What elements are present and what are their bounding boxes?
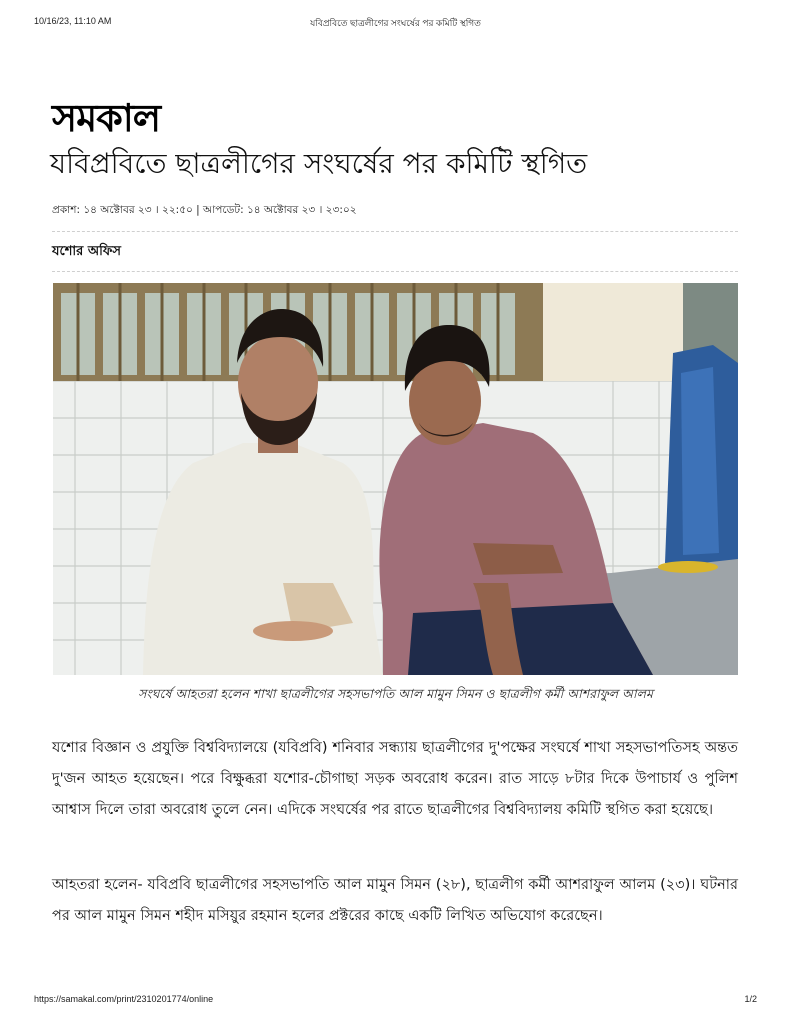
publish-dates: প্রকাশ: ১৪ অক্টোবর ২৩ । ২২:৫০ | আপডেট: ১৪ অক্টোবর ২৩ । ২৩:০২	[52, 204, 357, 216]
article-paragraph: যশোর বিজ্ঞান ও প্রযুক্তি বিশ্ববিদ্যালয়ে (যবিপ্রবি) শনিবার সন্ধ্যায় ছাত্রলীগের দু'পক্ষের সংঘর্ষে শাখা সহসভাপতিসহ অন্তত দু'জন আহত হয়েছেন। পরে বিক্ষুব্ধরা যশোর-চৌগাছা সড়ক অবরোধ করেন। রাত সাড়ে ৮টার দিকে উপাচার্য ও পুলিশ আশ্বাস দিলে তারা অবরোধ তুলে নেন। এদিকে সংঘর্ষের পর রাতে ছাত্রলীগের বিশ্ববিদ্যালয় কমিটি স্থগিত করা হয়েছে।	[52, 740, 738, 818]
divider	[52, 231, 738, 232]
print-footer	[34, 994, 757, 1006]
article-headline: যবিপ্রবিতে ছাত্রলীগের সংঘর্ষের পর কমিটি স্থগিত	[50, 147, 588, 180]
article-photo	[53, 283, 738, 675]
print-page-title: যবিপ্রবিতে ছাত্রলীগের সংঘর্ষের পর কমিটি স্থগিত	[310, 18, 481, 28]
byline: যশোর অফিস	[52, 244, 121, 259]
divider	[52, 271, 738, 272]
page-number: 1/2	[744, 994, 757, 1004]
print-datetime: 10/16/23, 11:10 AM	[34, 16, 112, 26]
photo-caption: সংঘর্ষে আহতরা হলেন শাখা ছাত্রলীগের সহসভাপতি আল মামুন সিমন ও ছাত্রলীগ কর্মী আশরাফুল আলম	[138, 686, 653, 701]
print-header	[34, 16, 757, 30]
samakal-logo[interactable]: সমকাল	[52, 95, 161, 140]
article-paragraph: আহতরা হলেন- যবিপ্রবি ছাত্রলীগের সহসভাপতি আল মামুন সিমন (২৮), ছাত্রলীগ কর্মী আশরাফুল আলম (২৩)। ঘটনার পর আল মামুন সিমন শহীদ মসিয়ুর রহমান হলের প্রক্টরের কাছে একটি লিখিত অভিযোগ করেছেন।	[52, 877, 738, 924]
print-url[interactable]: https://samakal.com/print/2310201774/online	[34, 994, 214, 1004]
